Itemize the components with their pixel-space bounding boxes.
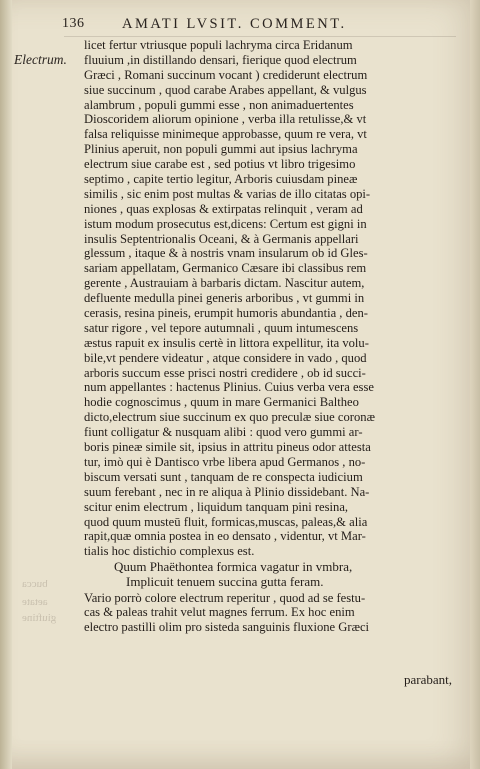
show-through-text: bucca (22, 578, 48, 590)
text-line: falsa reliquisse minimeque approbasse, quum re vera, vt (84, 127, 367, 142)
text-line: electro pastilli olim pro sisteda sanguinis fluxione Græci (84, 620, 370, 635)
text-line: quod quum musteū fluit, formicas,muscas, paleas,& alia (84, 514, 368, 529)
text-line: tialis hoc distichio complexus est. (84, 544, 255, 559)
text-line: suum ferebant , nec in re aliqua à Plinio dissidebant. Na- (84, 484, 370, 499)
text-line: Græci , Romani succinum vocant ) crediderunt electrum (84, 67, 368, 82)
text-line: hodie cognoscimus , quum in mare Germanici Baltheo (84, 395, 359, 410)
text-line: rapit,quæ omnia postea in eo densato , videntur, vt Mar- (84, 529, 366, 544)
text-line: similis , sic enim post multas & varias de illo citatas opi- (84, 186, 371, 201)
header-rule (64, 36, 456, 37)
verse-line: Quum Phaëthontea formica vagatur in vmbra, (114, 559, 353, 575)
text-line: licet fertur vtriusque populi lachryma circa Eridanum (84, 38, 353, 52)
text-line: boris pineæ simile sit, ipsius in attritu pineus odor attesta (84, 440, 371, 455)
text-line: cerasis, resina pineis, erumpit humoris abundantia , den- (84, 306, 368, 321)
verse-line: Implicuit tenuem succina gutta feram. (126, 574, 324, 590)
text-line: fiunt colligatur & nusquam alibi : quod vero gummi ar- (84, 425, 363, 440)
running-title: AMATI LVSIT. COMMENT. (122, 16, 347, 32)
text-line: Dioscoridem aliorum opinione , verba illa retulisse,& vt (84, 112, 367, 127)
text-line: septimo , capite tertio legitur, Arboris cuiusdam pineæ (84, 172, 358, 187)
show-through-text: aetate (22, 596, 48, 608)
text-line: biscum versati sunt , tanquam de re conspecta iudicium (84, 469, 363, 484)
text-line: niones , quas explosas & extirpatas relinquit , veram ad (84, 201, 363, 216)
body-text (84, 38, 458, 635)
text-line: scitur enim electrum , liquidum tanquam pini resina, (84, 499, 349, 514)
text-line: arboris succum esse prisci nostri credidere , ob id succi- (84, 365, 366, 380)
page-edge (470, 0, 480, 769)
text-line: insulis Septentrionalis Oceani, & à Germanis appellari (84, 231, 359, 246)
text-line: æstus rapuit ex insulis certè in littora expellitur, ita volu- (84, 335, 369, 350)
text-line: glessum , itaque & à nostris vnam insularum ob id Gles- (84, 246, 368, 261)
text-line: satur rigore , vel tepore autumnali , quum intumescens (84, 320, 359, 335)
margin-note: Electrum. (14, 52, 67, 67)
text-line: cas & paleas trahit velut magnes ferrum. Ex hoc enim (84, 605, 355, 620)
text-line: siue succinum , quod carabe Arabes appellant, & vulgus (84, 82, 367, 97)
text-line: Plinius aperuit, non populi gummi aut ipsius lachryma (84, 142, 358, 157)
text-line: gerente , Austrauiam à barbaris dictam. Nascitur autem, (84, 276, 365, 291)
text-line: Vario porrò colore electrum reperitur , quod ad se festu- (84, 590, 366, 605)
show-through-text: giuftine (22, 612, 57, 624)
text-line: defluente medulla pinei generis arboribus , vt gummi in (84, 291, 365, 306)
text-line: istum modum prosecutus est,dicens: Certum est gigni in (84, 216, 367, 231)
text-line: tur, imò qui è Dantisco vrbe libera apud Germanos , no- (84, 454, 366, 469)
page-gutter (0, 0, 12, 769)
page-number: 136 (62, 16, 85, 31)
text-line: fluuium ,in distillando densari, fierique quod electrum (84, 52, 357, 67)
text-line: alambrum , populi gummi esse , non animaduertentes (84, 97, 354, 112)
text-line: electrum siue carabe est , sed potius vt libro trigesimo (84, 157, 356, 172)
running-head (62, 16, 462, 34)
text-line: num appellantes : hactenus Plinius. Cuius verba vera esse (84, 380, 374, 395)
text-line: bile,vt pendere videatur , atque considere in vado , quod (84, 350, 367, 365)
catchword: parabant, (404, 672, 453, 687)
text-line: dicto,electrum siue succinum ex quo preculæ siue coronæ (84, 410, 375, 425)
text-line: sariam appellatam, Germanico Cæsare ibi classibus rem (84, 261, 367, 276)
